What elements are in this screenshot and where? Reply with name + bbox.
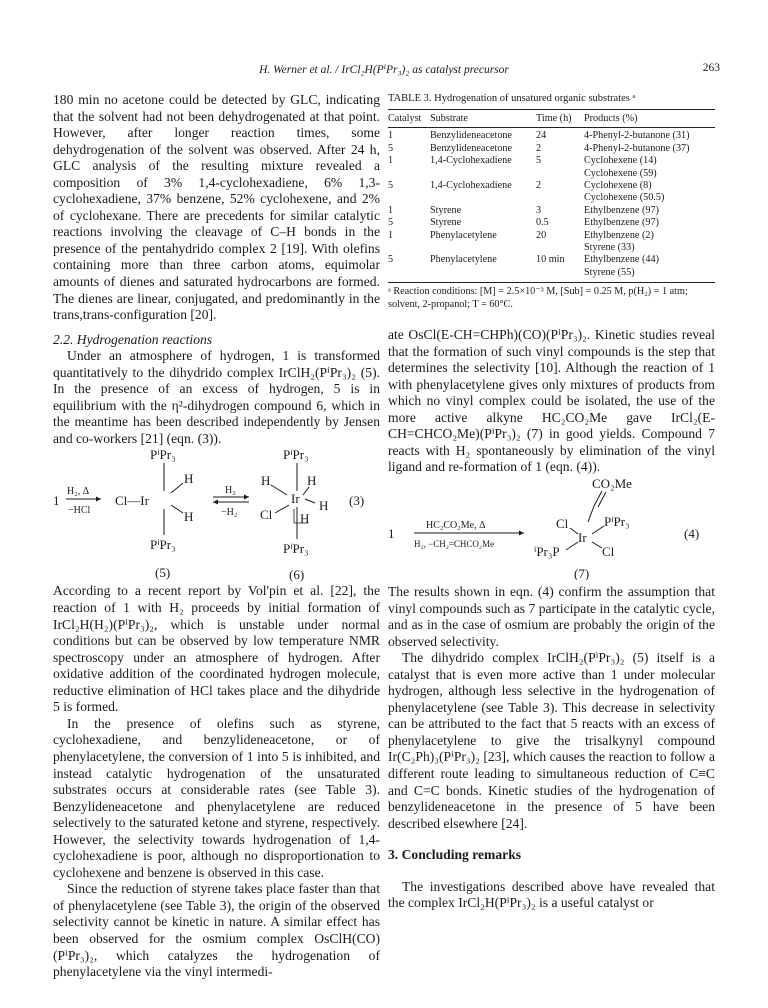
eq3-mid-bottom: −H₂ bbox=[221, 507, 238, 519]
paragraph: Since the reduction of styrene takes place faster than that of phenylacetylene (see Table 3), the origin of the observed selectivity cannot be kinetic in nature. A similar effect has been observed for the osmium complex OsClH(CO)(PⁱPr₃)₂, which catalyzes the hydrogenation of phenylacetylene via the vinyl intermedi- bbox=[53, 881, 380, 980]
table-row bbox=[388, 230, 715, 242]
cell-products: Cyclohexene (50.5) bbox=[584, 192, 665, 204]
eq4-ester: CO₂Me bbox=[592, 476, 632, 492]
paragraph: Under an atmosphere of hydrogen, 1 is transformed quantitatively to the dihydrido complex IrClH₂(PⁱPr₃)₂ (5). In the presence of an excess of hydrogen, 5 is in equilibrium with the η²-dihydrogen compound 6, which in the meantime has been described independently by Jensen and co-workers [21] (eqn. (3)). bbox=[53, 348, 380, 446]
cell-empty bbox=[430, 192, 536, 204]
cell-empty bbox=[388, 267, 430, 283]
cell-time: 3 bbox=[536, 204, 542, 216]
table-row bbox=[388, 217, 715, 229]
eq4-condition-bottom: H₂, −CH₂=CHCO₂Me bbox=[414, 539, 495, 550]
eq4-chloride: Cl bbox=[602, 544, 615, 560]
cell-products: 4-Phenyl-2-butanone (37) bbox=[584, 142, 690, 154]
equation-3-scheme bbox=[53, 447, 380, 583]
table-row bbox=[388, 192, 715, 204]
paragraph: According to a recent report by Vol'pin et al. [22], the reaction of 1 with H₂ proceeds by initial formation of IrCl₂H(H₂)(PⁱPr₃)₂, which is unstable under normal conditions but can be observed by low temperature NMR spectroscopy under an atmosphere of hydrogen. After oxidative addition of the coordinated hydrogen molecule, reductive elimination of HCl takes place and the dihydride 5 is formed. bbox=[53, 583, 380, 715]
eq3-mid-top: H₂ bbox=[225, 485, 236, 497]
cell-time: 0.5 bbox=[536, 217, 549, 229]
cell-catalyst: 5 bbox=[388, 142, 394, 154]
eq3-hydride: H bbox=[300, 511, 310, 527]
cell-catalyst: 1 bbox=[388, 130, 394, 142]
eq3-hydride: H bbox=[319, 498, 329, 514]
column-header: Substrate bbox=[430, 110, 536, 128]
column-header: Catalyst bbox=[388, 110, 430, 128]
paragraph: The results shown in eqn. (4) confirm the assumption that vinyl compounds such as 7 participate in the catalytic cycle, and as in the case of osmium are probably the origin of the observed selectivity. bbox=[388, 584, 715, 649]
eq3-chloride: Cl bbox=[260, 507, 273, 523]
cell-substrate: Benzylideneacetone bbox=[430, 130, 513, 142]
running-header bbox=[48, 62, 720, 78]
paragraph: The investigations described above have revealed that the complex IrCl₂H(PⁱPr₃)₂ is a useful catalyst or bbox=[388, 878, 715, 911]
cell-empty bbox=[536, 168, 584, 180]
table-row bbox=[388, 128, 715, 143]
eq4-start: 1 bbox=[388, 526, 395, 542]
table-row bbox=[388, 180, 715, 192]
eq4-phosphine-left: ⁱPr₃P bbox=[534, 544, 560, 560]
cell-time: 10 min bbox=[536, 254, 565, 266]
table-row bbox=[388, 155, 715, 167]
cell-time: 24 bbox=[536, 130, 547, 142]
cell-catalyst: 1 bbox=[388, 204, 394, 216]
cell-empty bbox=[388, 168, 430, 180]
cell-substrate: Styrene bbox=[430, 217, 462, 229]
cell-catalyst: 1 bbox=[388, 229, 394, 241]
paragraph: 180 min no acetone could be detected by GLC, indicating that the solvent had not been dehydrogenated at that point. However, after longer reaction times, some dehydrogenation of the solvent was observed. After 24 h, GLC analysis of the resulting mixture revealed a composition of 3% 1,4-cyclohexadiene, 6% 1,3-cyclohexadiene, 37% benzene, 52% cyclohexene, and 2% of cyclohexane. There are precedents for similar catalytic reactions involving the cleavage of C–H bonds in the presence of the pentahydrido complex 2 [19]. With olefins containing more than three carbon atoms, equimolar amounts of dienes and saturated hydrocarbons are formed. The dienes are linear, conjugated, and predominantly in the trans,trans-configuration [20]. bbox=[53, 92, 380, 323]
eq3-hydride: H bbox=[261, 473, 271, 489]
column-header: Time (h) bbox=[536, 110, 584, 128]
cell-empty bbox=[536, 242, 584, 254]
table-row bbox=[388, 267, 715, 283]
eq3-start: 1 bbox=[53, 493, 60, 509]
cell-substrate: Benzylideneacetone bbox=[430, 142, 513, 154]
cell-products: Ethylbenzene (44) bbox=[584, 254, 659, 266]
cell-catalyst: 5 bbox=[388, 217, 394, 229]
table-row bbox=[388, 143, 715, 155]
cell-time: 20 bbox=[536, 229, 547, 241]
cell-empty bbox=[430, 168, 536, 180]
cell-catalyst: 1 bbox=[388, 155, 394, 167]
table-row bbox=[388, 168, 715, 180]
left-column bbox=[53, 92, 380, 981]
eq4-condition-top: HC₂CO₂Me, Δ bbox=[426, 520, 486, 532]
right-column bbox=[388, 92, 715, 912]
cell-empty bbox=[388, 242, 430, 254]
cell-products: Ethylbenzene (97) bbox=[584, 217, 659, 229]
cell-empty bbox=[536, 192, 584, 204]
section-heading: 3. Concluding remarks bbox=[388, 847, 522, 863]
eq3-number: (3) bbox=[349, 493, 365, 509]
table-row bbox=[388, 254, 715, 266]
paragraph: ate OsCl(E-CH=CHPh)(CO)(PⁱPr₃)₂. Kinetic studies reveal that the formation of such vinyl compounds is the step that determines the selectivity [10]. Although the reaction of 1 with phenylacetylene gives only mixtures of products from which no vinyl complex could be isolated, the use of the more active alkyne HC₂CO₂Me gave IrCl₂(E-CH=CHCO₂Me)(PⁱPr₃)₂ (7) in good yields. Compound 7 reacts with H₂ spontaneously by elimination of the vinyl ligand and re-formation of 1 (eqn. (4)). bbox=[388, 327, 715, 475]
cell-products: Styrene (33) bbox=[584, 242, 635, 254]
eq3-iridium: Ir bbox=[291, 491, 300, 507]
cell-catalyst: 5 bbox=[388, 254, 394, 266]
cell-empty bbox=[430, 242, 536, 254]
column-header: Products (%) bbox=[584, 110, 715, 128]
eq3-cl-ir: Cl—Ir bbox=[115, 493, 149, 509]
eq3-hydride: H bbox=[184, 471, 194, 487]
eq4-label-7: (7) bbox=[574, 566, 590, 581]
table-footnote: ᵃ Reaction conditions: [M] = 2.5×10⁻³ M, [Sub] = 0.25 M, p(H₂) = 1 atm; solvent, 2-propanol; T = 60°C. bbox=[388, 286, 688, 310]
cell-time: 2 bbox=[536, 180, 542, 192]
eq3-hydride: H bbox=[184, 509, 194, 525]
eq3-phosphine-bottom: PⁱPr₃ bbox=[283, 541, 309, 557]
paragraph: The dihydrido complex IrClH₂(PⁱPr₃)₂ (5) itself is a catalyst that is even more active than 1 under molecular hydrogen, although less selective in the hydrogenation of phenylacetylene (see Table 3). This decrease in selectivity can be attributed to the fact that 5 reacts with an excess of phenylacetylene to give the trisalkynyl compound Ir(C₂Ph)₃(PⁱPr₃)₂ [23], which causes the reaction to follow a different route leading to simultaneous reduction of C≡C and C=C bonds. Kinetic studies of the hydrogenation of benzylideneacetone in the presence of 5 have been described elsewhere [24]. bbox=[388, 650, 715, 831]
eq3-condition-top: H₂, Δ bbox=[67, 486, 90, 498]
page-number: 263 bbox=[702, 62, 720, 74]
cell-substrate: 1,4-Cyclohexadiene bbox=[430, 180, 512, 192]
table-caption: TABLE 3. Hydrogenation of unsatured organic substrates ᵃ bbox=[388, 93, 636, 104]
section-heading: 2.2. Hydrogenation reactions bbox=[53, 331, 213, 347]
paragraph: In the presence of olefins such as styrene, cyclohexadiene, and benzylideneacetone, or of phenylacetylene, the conversion of 1 into 5 is inhibited, and instead catalytic hydrogenation of the unsaturated substrates occurs at considerable rates (see Table 3). Benzylideneacetone and phenylacetylene are reduced selectively to the saturated ketone and styrene, respectively. However, the selectivity towards hydrogenation of 1,4-cyclohexadiene is poor, although no disproportionation to cyclohexene and benzene is observed in this case. bbox=[53, 715, 380, 880]
running-head: H. Werner et al. / IrCl₂H(PⁱPr₃)₂ as catalyst precursor bbox=[259, 64, 509, 76]
cell-substrate: 1,4-Cyclohexadiene bbox=[430, 155, 512, 167]
cell-products: Cyclohexene (8) bbox=[584, 180, 652, 192]
eq3-phosphine-top: PⁱPr₃ bbox=[283, 447, 309, 463]
cell-products: Ethylbenzene (97) bbox=[584, 204, 659, 216]
eq4-number: (4) bbox=[684, 526, 700, 542]
cell-time: 5 bbox=[536, 155, 542, 167]
cell-products: Ethylbenzene (2) bbox=[584, 229, 654, 241]
table-3 bbox=[388, 109, 715, 283]
eq4-phosphine-right: PⁱPr₃ bbox=[604, 514, 630, 530]
cell-substrate: Styrene bbox=[430, 204, 462, 216]
eq3-label-5: (5) bbox=[155, 565, 171, 581]
cell-substrate: Phenylacetylene bbox=[430, 254, 497, 266]
cell-products: Styrene (55) bbox=[584, 267, 715, 283]
eq3-label-6: (6) bbox=[289, 567, 305, 583]
cell-substrate: Phenylacetylene bbox=[430, 229, 497, 241]
cell-catalyst: 5 bbox=[388, 180, 394, 192]
eq3-hydride: H bbox=[307, 473, 317, 489]
cell-empty bbox=[430, 267, 536, 283]
table-row bbox=[388, 205, 715, 217]
cell-empty bbox=[388, 192, 430, 204]
eq4-chloride: Cl bbox=[556, 516, 569, 532]
eq3-condition-bottom: −HCl bbox=[68, 505, 91, 517]
eq3-phosphine-bottom: PⁱPr₃ bbox=[150, 537, 176, 553]
cell-products: Cyclohexene (14) bbox=[584, 155, 657, 167]
table-row bbox=[388, 242, 715, 254]
eq4-iridium: Ir bbox=[578, 530, 587, 546]
cell-empty bbox=[536, 267, 584, 283]
eq3-phosphine-top: PⁱPr₃ bbox=[150, 447, 176, 463]
cell-time: 2 bbox=[536, 142, 542, 154]
cell-products: Cyclohexene (59) bbox=[584, 167, 657, 179]
cell-products: 4-Phenyl-2-butanone (31) bbox=[584, 130, 690, 142]
equation-4-scheme bbox=[388, 476, 715, 580]
